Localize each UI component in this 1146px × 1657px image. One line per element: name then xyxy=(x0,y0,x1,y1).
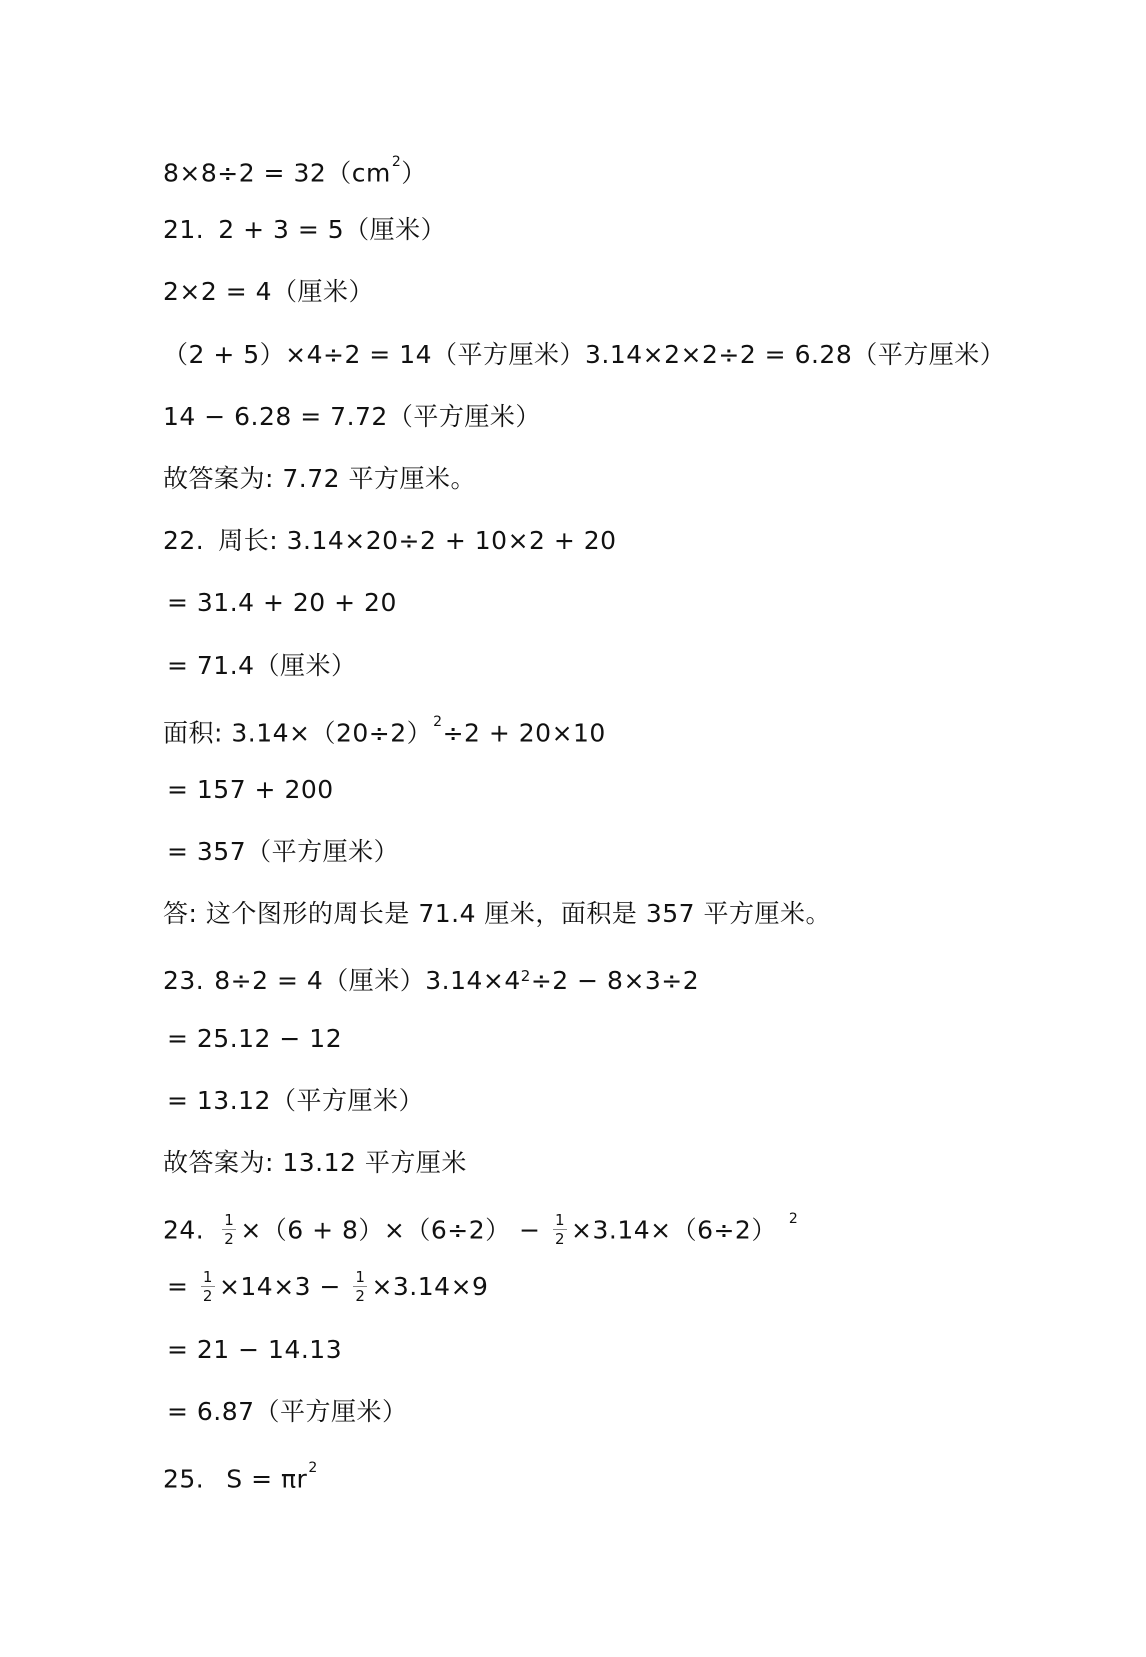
q24-line-4: = 6.87（平方厘米） xyxy=(167,1396,408,1426)
q21-line-1: 21. 2 + 3 = 5（厘米） xyxy=(163,215,447,245)
question-number: 24. xyxy=(163,1215,205,1245)
fraction-one-half: $\frac{1}{2}$ xyxy=(224,1211,235,1249)
q21-answer: 故答案为: 7.72 平方厘米。 xyxy=(163,463,476,493)
q22-line-5: = 157 + 200 xyxy=(167,774,334,804)
q23-line-3: = 13.12（平方厘米） xyxy=(167,1085,424,1115)
q22-line-2: = 31.4 + 20 + 20 xyxy=(167,588,397,618)
q23-line-2: = 25.12 − 12 xyxy=(167,1023,343,1053)
fraction-one-half: $\frac{1}{2}$ xyxy=(355,1267,366,1305)
q21-line-3: （2 + 5）×4÷2 = 14（平方厘米）3.14×2×2÷2 = 6.28（平方厘米） xyxy=(163,339,1006,369)
q22-line-6: = 357（平方厘米） xyxy=(167,837,400,867)
superscript-2: 2 xyxy=(391,154,402,170)
q21-line-4: 14 − 6.28 = 7.72（平方厘米） xyxy=(163,401,541,431)
superscript-2: 2 xyxy=(788,1211,799,1228)
fraction-one-half: $\frac{1}{2}$ xyxy=(554,1211,566,1249)
question-number: 21. xyxy=(163,215,205,245)
superscript-2: 2 xyxy=(520,967,531,986)
fraction-one-half: $\frac{1}{2}$ xyxy=(202,1267,213,1305)
q21-line-2: 2×2 = 4（厘米） xyxy=(163,277,375,307)
q22-line-3: = 71.4（厘米） xyxy=(167,650,357,680)
q23-answer: 故答案为: 13.12 平方厘米 xyxy=(163,1148,467,1177)
q24-line-1: 24. $\frac{1}{2}$ ×（6 + 8）×（6÷2） − $\frac{1}{2}$ ×3.14×（6÷2） $^2$ xyxy=(163,1211,799,1249)
question-number: 22. xyxy=(163,526,205,556)
q24-line-3: = 21 − 14.13 xyxy=(167,1334,343,1364)
q24-line-2: = $\frac{1}{2}$ ×14×3 − $\frac{1}{2}$ ×3.14×9 xyxy=(167,1267,489,1305)
q22-perimeter: 22. 周长: 3.14×20÷2 + 10×2 + 20 xyxy=(163,526,617,556)
line-area-triangle: $8\times 8\div 2 = 32(cm^2)$ xyxy=(163,154,427,188)
q22-area: 面积: $3.14\times(20\div 2)^2\div 2 + 20\times 10$ xyxy=(163,713,606,748)
superscript-2: 2 xyxy=(433,713,443,730)
q25-line-1: 25. $S = \pi r^2$ xyxy=(163,1459,318,1494)
question-number: 23. xyxy=(163,966,205,996)
answer-document xyxy=(163,137,1103,1505)
question-number: 25. xyxy=(163,1464,205,1494)
superscript-2: 2 xyxy=(308,1459,318,1476)
q22-answer: 答: 这个图形的周长是 71.4 厘米，面积是 357 平方厘米。 xyxy=(163,899,832,929)
q23-line-1: 23. 8÷2 = 4（厘米）$3.14\times 4^2\div 2 - 8\times 3\div 2$ xyxy=(163,966,700,996)
